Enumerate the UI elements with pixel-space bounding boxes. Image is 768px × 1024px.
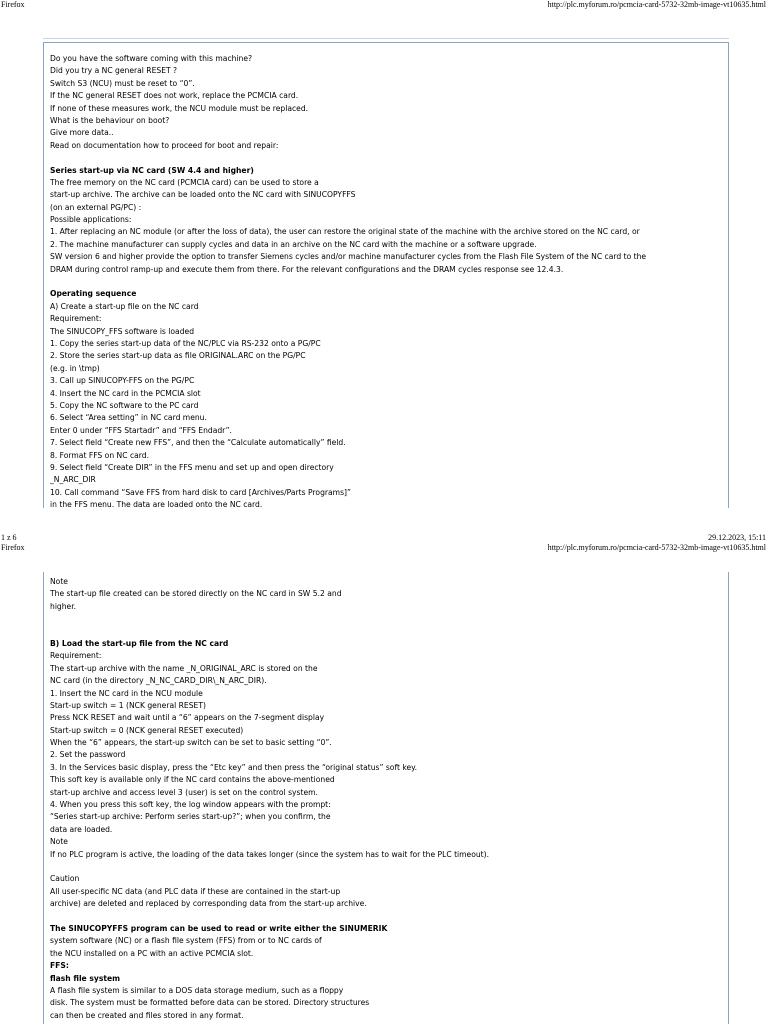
text-line: 7. Select field “Create new FFS”, and then the “Calculate automatically” field. [50, 438, 346, 448]
text-line: What is the behaviour on boot? [50, 115, 170, 125]
text-line: (e.g. in \tmp) [50, 363, 100, 373]
text-line: 2. Set the password [50, 750, 126, 760]
section-heading: flash file system [50, 973, 121, 983]
text-line: 5. Copy the NC software to the PC card [50, 400, 199, 410]
text-line: Start-up switch = 1 (NCK general RESET) [50, 700, 206, 710]
text-line: Caution [50, 874, 80, 884]
text-line: SW version 6 and higher provide the option to transfer Siemens cycles and/or machine manufacturer cycles from the Flash File System of the NC card to the [50, 252, 647, 262]
section-heading: Series start-up via NC card (SW 4.4 and higher) [50, 165, 254, 175]
text-line: If none of these measures work, the NCU module must be replaced. [50, 103, 309, 113]
text-line: When the “6” appears, the start-up switch can be set to basic setting “0”. [50, 738, 332, 748]
text-line: 3. In the Services basic display, press the “Etc key” and then press the “original status” soft key. [50, 762, 418, 772]
blank-line [50, 861, 722, 873]
text-line: 1. Copy the series start-up data of the NC/PLC via RS-232 onto a PG/PC [50, 338, 321, 348]
post-text [44, 43, 728, 508]
text-line: the NCU installed on a PC with an active PCMCIA slot. [50, 948, 254, 958]
text-line: DRAM during control ramp-up and execute them from there. For the relevant configurations and the DRAM cycles response see 12.4.3. [50, 264, 564, 274]
text-line: Did you try a NC general RESET ? [50, 66, 178, 76]
blank-line [50, 152, 722, 164]
text-line: Give more data.. [50, 128, 114, 138]
text-line: archive) are deleted and replaced by corresponding data from the start-up archive. [50, 899, 367, 909]
text-line: Read on documentation how to proceed for boot and repair: [50, 140, 279, 150]
text-line: If no PLC program is active, the loading of the data takes longer (since the system has to wait for the PLC timeout). [50, 849, 490, 859]
text-line: This soft key is available only if the NC card contains the above-mentioned [50, 775, 335, 785]
text-line: 2. The machine manufacturer can supply cycles and data in an archive on the NC card with the machine or a software upgrade. [50, 239, 537, 249]
text-line: NC card (in the directory _N_NC_CARD_DIR\_N_ARC_DIR). [50, 676, 267, 686]
text-line: Start-up switch = 0 (NCK general RESET executed) [50, 725, 244, 735]
text-line: can then be created and files stored in any format. [50, 1010, 244, 1020]
blank-line [50, 626, 722, 638]
text-line: Note [50, 837, 68, 847]
text-line: A flash file system is similar to a DOS data storage medium, such as a floppy [50, 985, 344, 995]
text-line: Requirement: [50, 314, 102, 324]
text-line: start-up archive and access level 3 (user) is set on the control system. [50, 787, 318, 797]
text-line: start-up archive. The archive can be loaded onto the NC card with SINUCOPYFFS [50, 190, 356, 200]
browser-name: Firefox [1, 0, 25, 9]
section-heading: Operating sequence [50, 289, 137, 299]
text-line: The SINUCOPY_FFS software is loaded [50, 326, 195, 336]
divider [43, 38, 729, 39]
blank-line [50, 276, 722, 288]
text-line: in the FFS menu. The data are loaded onto the NC card. [50, 500, 263, 508]
text-line: Enter 0 under “FFS Startadr” and “FFS Endadr”. [50, 425, 232, 435]
text-line: higher. [50, 601, 77, 611]
text-line: The free memory on the NC card (PCMCIA card) can be used to store a [50, 177, 319, 187]
section-heading: FFS: [50, 961, 69, 971]
blank-line [50, 911, 722, 923]
page-url: http://plc.myforum.ro/pcmcia-card-5732-32mb-image-vt10635.html [547, 543, 766, 552]
post-text [44, 572, 728, 1022]
text-line: “Series start-up archive: Perform series start-up?”; when you confirm, the [50, 812, 331, 822]
text-line: (on an external PG/PC) : [50, 202, 142, 212]
text-line: Press NCK RESET and wait until a “6” appears on the 7-segment display [50, 713, 325, 723]
text-line: 2. Store the series start-up data as file ORIGINAL.ARC on the PG/PC [50, 351, 306, 361]
text-line: Requirement: [50, 651, 102, 661]
text-line: 10. Call command “Save FFS from hard disk to card [Archives/Parts Programs]” [50, 487, 351, 497]
print-datetime: 29.12.2023, 15:11 [708, 533, 766, 542]
text-line: 6. Select “Area setting” in NC card menu. [50, 413, 207, 423]
text-line: system software (NC) or a flash file system (FFS) from or to NC cards of [50, 936, 322, 946]
section-heading: The SINUCOPYFFS program can be used to read or write either the SINUMERIK [50, 923, 388, 933]
text-line: If the NC general RESET does not work, replace the PCMCIA card. [50, 91, 299, 101]
text-line: Do you have the software coming with this machine? [50, 54, 253, 63]
text-line: data are loaded. [50, 824, 113, 834]
text-line: A) Create a start-up file on the NC card [50, 301, 199, 311]
forum-post-body-continued [43, 572, 729, 1024]
page-header [0, 0, 768, 12]
text-line: 8. Format FFS on NC card. [50, 450, 149, 460]
text-line: 1. Insert the NC card in the NCU module [50, 688, 203, 698]
text-line: Switch S3 (NCU) must be reset to “0”. [50, 78, 195, 88]
section-heading: B) Load the start-up file from the NC card [50, 638, 229, 648]
text-line: _N_ARC_DIR [50, 475, 96, 485]
text-line: 1. After replacing an NC module (or after the loss of data), the user can restore the original state of the machine with the archive stored on the NC card, or [50, 227, 640, 237]
page-url: http://plc.myforum.ro/pcmcia-card-5732-32mb-image-vt10635.html [547, 0, 766, 9]
blank-line [50, 613, 722, 625]
forum-post-body [43, 42, 729, 508]
text-line: The start-up archive with the name _N_ORIGINAL_ARC is stored on the [50, 663, 318, 673]
text-line: 3. Call up SINUCOPY-FFS on the PG/PC [50, 376, 195, 386]
text-line: 4. When you press this soft key, the log window appears with the prompt: [50, 800, 331, 810]
browser-name: Firefox [1, 543, 25, 552]
text-line: 9. Select field “Create DIR” in the FFS menu and set up and open directory [50, 462, 334, 472]
text-line: 4. Insert the NC card in the PCMCIA slot [50, 388, 201, 398]
page-header-2 [0, 543, 768, 555]
text-line: Possible applications: [50, 215, 132, 225]
text-line: Note [50, 577, 68, 586]
text-line: The start-up file created can be stored directly on the NC card in SW 5.2 and [50, 589, 342, 599]
page-number: 1 z 6 [1, 533, 17, 542]
text-line: All user-specific NC data (and PLC data if these are contained in the start-up [50, 886, 341, 896]
text-line: disk. The system must be formatted before data can be stored. Directory structures [50, 998, 370, 1008]
